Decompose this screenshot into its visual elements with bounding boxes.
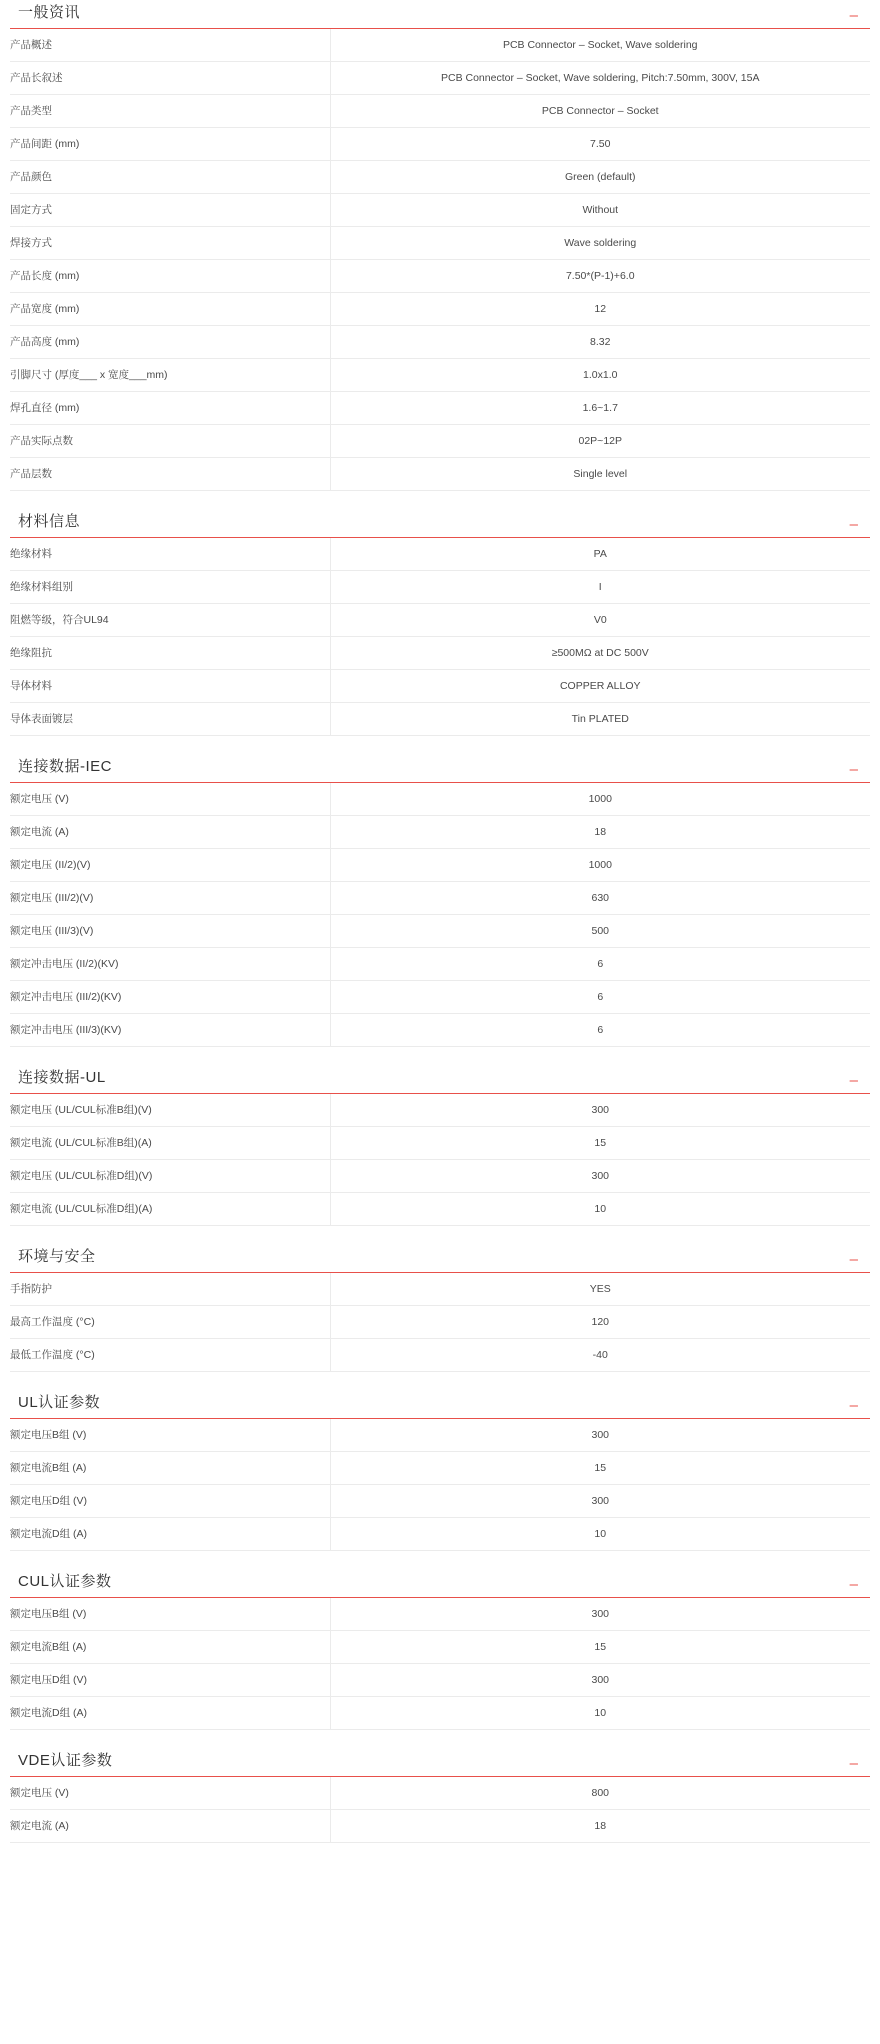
table-row (10, 1306, 870, 1339)
spec-table (10, 1419, 870, 1551)
spec-label: 额定电流D组 (A) (10, 1697, 330, 1730)
section-title: 环境与安全 (18, 1248, 96, 1265)
spec-label: 产品长度 (mm) (10, 260, 330, 293)
table-row (10, 816, 870, 849)
table-row (10, 637, 870, 670)
spec-value: 10 (594, 1528, 607, 1540)
spec-label: 最高工作温度 (°C) (10, 1306, 330, 1339)
table-row (10, 1485, 870, 1518)
spec-label: 额定电压B组 (V) (10, 1598, 330, 1631)
spec-table (10, 538, 870, 736)
section-title: CUL认证参数 (18, 1573, 112, 1590)
table-row (10, 161, 870, 194)
spec-value: 10 (594, 1203, 607, 1215)
spec-label: 固定方式 (10, 194, 330, 227)
spec-value: 8.32 (590, 336, 611, 348)
section-environment-and-safety (10, 1248, 870, 1372)
spec-value: 300 (591, 1674, 610, 1686)
spec-label: 额定电压 (V) (10, 1777, 330, 1810)
spec-label: 额定电流B组 (A) (10, 1452, 330, 1485)
section-title: UL认证参数 (18, 1394, 101, 1411)
table-row (10, 1094, 870, 1127)
spec-label: 额定电压B组 (V) (10, 1419, 330, 1452)
spec-label: 焊接方式 (10, 227, 330, 260)
table-row (10, 1697, 870, 1730)
table-row (10, 392, 870, 425)
collapse-minus-icon[interactable]: – (849, 1251, 858, 1268)
collapse-minus-icon[interactable]: – (849, 1576, 858, 1593)
spec-label: 额定电压 (III/3)(V) (10, 915, 330, 948)
spec-label: 额定电压 (II/2)(V) (10, 849, 330, 882)
collapse-minus-icon[interactable]: – (849, 1072, 858, 1089)
spec-value: 15 (594, 1137, 607, 1149)
table-row (10, 882, 870, 915)
spec-value: -40 (592, 1349, 608, 1361)
table-row (10, 128, 870, 161)
section-title: 连接数据-IEC (18, 758, 113, 775)
spec-value: Green (default) (564, 171, 636, 183)
section-header-ul-certification-parameters[interactable] (10, 1394, 870, 1419)
table-row (10, 670, 870, 703)
collapse-minus-icon[interactable]: – (849, 1397, 858, 1414)
table-row (10, 1631, 870, 1664)
spec-value: ≥500MΩ at DC 500V (551, 647, 649, 659)
spec-value: I (598, 581, 602, 593)
section-cul-certification-parameters (10, 1573, 870, 1730)
collapse-minus-icon[interactable]: – (849, 761, 858, 778)
section-ul-certification-parameters (10, 1394, 870, 1551)
table-row (10, 604, 870, 637)
table-row (10, 194, 870, 227)
spec-label: 额定电压 (UL/CUL标准D组)(V) (10, 1160, 330, 1193)
spec-label: 额定冲击电压 (III/2)(KV) (10, 981, 330, 1014)
table-row (10, 1419, 870, 1452)
table-row (10, 326, 870, 359)
section-vde-certification-parameters (10, 1752, 870, 1843)
table-row (10, 1598, 870, 1631)
spec-value: 15 (594, 1462, 607, 1474)
spec-label: 导体表面镀层 (10, 703, 330, 736)
table-row (10, 359, 870, 392)
spec-label: 手指防护 (10, 1273, 330, 1306)
spec-label: 绝缘材料 (10, 538, 330, 571)
section-header-environment-and-safety[interactable] (10, 1248, 870, 1273)
spec-label: 额定电流 (A) (10, 1810, 330, 1843)
table-row (10, 29, 870, 62)
spec-label: 引脚尺寸 (厚度___ x 宽度___mm) (10, 359, 330, 392)
table-row (10, 1273, 870, 1306)
spec-label: 阻燃等级，符合UL94 (10, 604, 330, 637)
table-row (10, 293, 870, 326)
table-row (10, 1810, 870, 1843)
spec-label: 额定电压D组 (V) (10, 1485, 330, 1518)
spec-label: 额定电流 (UL/CUL标准D组)(A) (10, 1193, 330, 1226)
spec-value: 7.50*(P-1)+6.0 (565, 270, 635, 282)
spec-label: 产品长叙述 (10, 62, 330, 95)
table-row (10, 62, 870, 95)
table-row (10, 1014, 870, 1047)
section-connection-data-iec (10, 758, 870, 1047)
spec-value: 300 (591, 1429, 610, 1441)
section-general-information (10, 4, 870, 491)
spec-value: 7.50 (590, 138, 611, 150)
spec-label: 产品层数 (10, 458, 330, 491)
spec-label: 额定电流D组 (A) (10, 1518, 330, 1551)
spec-label: 产品实际点数 (10, 425, 330, 458)
spec-value: 1000 (588, 793, 612, 805)
spec-sheet (0, 4, 880, 1843)
spec-label: 绝缘阻抗 (10, 637, 330, 670)
spec-value: 120 (591, 1316, 610, 1328)
spec-value: PCB Connector – Socket, Wave soldering (502, 39, 698, 51)
spec-label: 导体材料 (10, 670, 330, 703)
section-title: 一般资讯 (18, 4, 81, 21)
table-row (10, 260, 870, 293)
section-header-cul-certification-parameters[interactable] (10, 1573, 870, 1598)
spec-label: 额定电压 (UL/CUL标准B组)(V) (10, 1094, 330, 1127)
spec-label: 绝缘材料组别 (10, 571, 330, 604)
spec-label: 产品概述 (10, 29, 330, 62)
table-row (10, 425, 870, 458)
spec-value: 300 (591, 1170, 610, 1182)
spec-label: 额定电压 (V) (10, 783, 330, 816)
spec-value: 18 (594, 826, 607, 838)
collapse-minus-icon[interactable]: – (849, 1755, 858, 1772)
spec-label: 产品宽度 (mm) (10, 293, 330, 326)
section-title: VDE认证参数 (18, 1752, 113, 1769)
table-row (10, 571, 870, 604)
spec-value: 02P~12P (578, 435, 622, 447)
table-row (10, 95, 870, 128)
table-row (10, 227, 870, 260)
spec-label: 额定电流 (A) (10, 816, 330, 849)
spec-value: Without (582, 204, 619, 216)
section-header-connection-data-iec[interactable] (10, 758, 870, 783)
spec-value: 300 (591, 1104, 610, 1116)
spec-value: Single level (573, 468, 628, 480)
spec-value: PCB Connector – Socket (541, 105, 659, 117)
spec-value: 6 (597, 991, 604, 1003)
spec-value: 630 (591, 892, 610, 904)
collapse-minus-icon[interactable]: – (849, 516, 858, 533)
spec-value: 15 (594, 1641, 607, 1653)
table-row (10, 703, 870, 736)
spec-value: YES (589, 1283, 611, 1295)
table-row (10, 849, 870, 882)
spec-table (10, 783, 870, 1047)
spec-value: 6 (597, 958, 604, 970)
spec-value: 500 (591, 925, 610, 937)
spec-label: 产品高度 (mm) (10, 326, 330, 359)
spec-value: PA (593, 548, 607, 560)
section-header-material-information[interactable] (10, 513, 870, 538)
section-material-information (10, 513, 870, 736)
table-row (10, 1193, 870, 1226)
section-header-general-information[interactable] (10, 4, 870, 29)
spec-table (10, 1777, 870, 1843)
spec-label: 额定冲击电压 (II/2)(KV) (10, 948, 330, 981)
table-row (10, 915, 870, 948)
table-row (10, 1127, 870, 1160)
spec-table (10, 29, 870, 491)
spec-value: 300 (591, 1608, 610, 1620)
spec-value: COPPER ALLOY (559, 680, 641, 692)
spec-label: 额定电流 (UL/CUL标准B组)(A) (10, 1127, 330, 1160)
spec-value: Wave soldering (564, 237, 637, 249)
section-title: 连接数据-UL (18, 1069, 106, 1086)
table-row (10, 783, 870, 816)
table-row (10, 1339, 870, 1372)
section-header-vde-certification-parameters[interactable] (10, 1752, 870, 1777)
spec-value: 800 (591, 1787, 610, 1799)
spec-value: 12 (594, 303, 607, 315)
table-row (10, 458, 870, 491)
spec-label: 产品间距 (mm) (10, 128, 330, 161)
collapse-minus-icon[interactable]: – (849, 7, 858, 24)
table-row (10, 1452, 870, 1485)
spec-value: 10 (594, 1707, 607, 1719)
table-row (10, 1777, 870, 1810)
spec-label: 产品类型 (10, 95, 330, 128)
table-row (10, 1664, 870, 1697)
spec-label: 额定电压D组 (V) (10, 1664, 330, 1697)
section-title: 材料信息 (18, 513, 81, 530)
spec-value: V0 (593, 614, 607, 626)
spec-value: 1000 (588, 859, 612, 871)
spec-value: 18 (594, 1820, 607, 1832)
spec-value: Tin PLATED (571, 713, 629, 725)
spec-label: 额定电流B组 (A) (10, 1631, 330, 1664)
spec-value: 1.6~1.7 (582, 402, 618, 414)
section-connection-data-ul (10, 1069, 870, 1226)
spec-table (10, 1273, 870, 1372)
table-row (10, 1160, 870, 1193)
spec-value: 6 (597, 1024, 604, 1036)
spec-label: 额定电压 (III/2)(V) (10, 882, 330, 915)
section-header-connection-data-ul[interactable] (10, 1069, 870, 1094)
spec-table (10, 1598, 870, 1730)
table-row (10, 538, 870, 571)
spec-value: PCB Connector – Socket, Wave soldering, Pitch:7.50mm, 300V, 15A (441, 72, 760, 84)
spec-table (10, 1094, 870, 1226)
table-row (10, 1518, 870, 1551)
spec-label: 产品颜色 (10, 161, 330, 194)
spec-label: 额定冲击电压 (III/3)(KV) (10, 1014, 330, 1047)
spec-value: 1.0x1.0 (583, 369, 618, 381)
table-row (10, 948, 870, 981)
table-row (10, 981, 870, 1014)
spec-label: 最低工作温度 (°C) (10, 1339, 330, 1372)
spec-value: 300 (591, 1495, 610, 1507)
spec-label: 焊孔直径 (mm) (10, 392, 330, 425)
